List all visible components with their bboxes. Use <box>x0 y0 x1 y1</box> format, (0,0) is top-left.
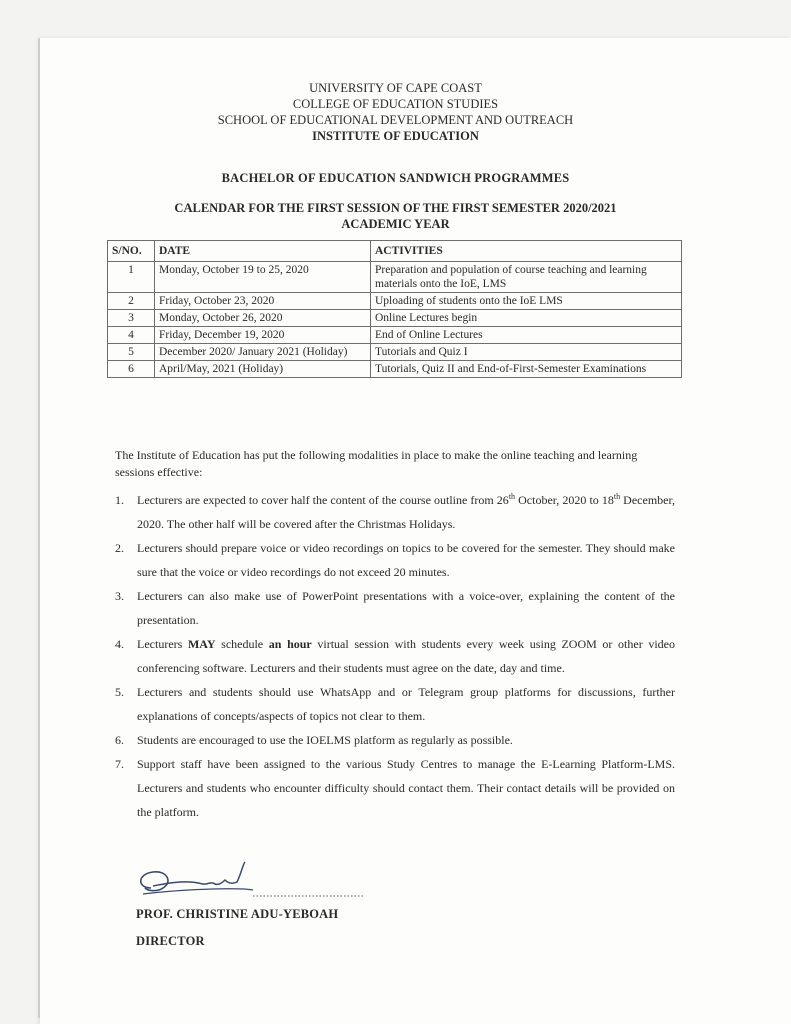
school-name: SCHOOL OF EDUCATIONAL DEVELOPMENT AND OUTREACH <box>217 113 574 127</box>
item-number: 2. <box>115 541 124 555</box>
intro-paragraph: The Institute of Education has put the following modalities in place to make the online teaching and learning sessions effective: <box>115 448 638 479</box>
ordinal-suffix: th <box>613 492 621 501</box>
header-date: DATE <box>155 241 371 262</box>
item-text: virtual session with students every week using ZOOM or other video conferencing software. Lecturers and their students must agree on the date, day and time. <box>137 637 675 675</box>
modalities-list <box>115 488 675 824</box>
row-sno: 3 <box>108 310 155 327</box>
row-activity: Tutorials, Quiz II and End-of-First-Semester Examinations <box>371 361 682 378</box>
item-text: Lecturers and students should use WhatsApp and or Telegram group platforms for discussions, further explanations of concepts/aspects of topics not clear to them. <box>137 685 675 723</box>
item-text: October, 2020 to 18 <box>515 493 614 507</box>
calendar-table <box>107 240 682 378</box>
row-activity: Uploading of students onto the IoE LMS <box>371 293 682 310</box>
table-row <box>108 327 682 344</box>
item-text: Support staff have been assigned to the various Study Centres to manage the E-Learning Platform-LMS. Lecturers and students who encounter difficulty should contact them. Their contact details will be provided on the platform. <box>137 757 675 819</box>
signature-image <box>133 858 373 904</box>
row-activity: Tutorials and Quiz I <box>371 344 682 361</box>
item-text: Lecturers should prepare voice or video recordings on topics to be covered for the semester. They should make sure that the voice or video recordings do not exceed 20 minutes. <box>137 541 675 579</box>
emphasis-may: MAY <box>187 637 216 651</box>
row-activity: End of Online Lectures <box>371 327 682 344</box>
university-name: UNIVERSITY OF CAPE COAST <box>309 81 482 95</box>
list-item <box>115 632 675 680</box>
item-text: Lecturers <box>137 637 188 651</box>
item-number: 3. <box>115 589 124 603</box>
table-row <box>108 344 682 361</box>
item-number: 5. <box>115 685 124 699</box>
institute-name: INSTITUTE OF EDUCATION <box>312 129 479 143</box>
table-row <box>108 361 682 378</box>
calendar-title-line2: ACADEMIC YEAR <box>341 217 450 231</box>
item-number: 6. <box>115 733 124 747</box>
header-sno: S/NO. <box>108 241 155 262</box>
list-item <box>115 488 675 536</box>
row-date: Monday, October 26, 2020 <box>155 310 371 327</box>
item-number: 1. <box>115 493 124 507</box>
table-row <box>108 293 682 310</box>
signatory-title: DIRECTOR <box>136 934 205 948</box>
row-sno: 6 <box>108 361 155 378</box>
item-text: Lecturers can also make use of PowerPoint presentations with a voice-over, explaining the content of the presentation. <box>137 589 675 627</box>
list-item <box>115 752 675 824</box>
calendar-title-line1: CALENDAR FOR THE FIRST SESSION OF THE FIRST SEMESTER 2020/2021 <box>174 201 617 215</box>
list-item <box>115 584 675 632</box>
header-activities: ACTIVITIES <box>371 241 682 262</box>
row-date: Friday, December 19, 2020 <box>155 327 371 344</box>
row-sno: 5 <box>108 344 155 361</box>
row-date: Friday, October 23, 2020 <box>155 293 371 310</box>
item-text: schedule <box>215 637 269 651</box>
signatory-name: PROF. CHRISTINE ADU-YEBOAH <box>136 907 339 921</box>
list-item <box>115 680 675 728</box>
row-activity: Online Lectures begin <box>371 310 682 327</box>
emphasis-an-hour: an hour <box>268 637 312 651</box>
letterhead <box>0 80 791 144</box>
list-item <box>115 536 675 584</box>
row-date: December 2020/ January 2021 (Holiday) <box>155 344 371 361</box>
item-number: 7. <box>115 757 124 771</box>
list-item <box>115 728 675 752</box>
table-row <box>108 310 682 327</box>
table-row <box>108 262 682 293</box>
item-text: Lecturers are expected to cover half the content of the course outline from 26 <box>137 493 509 507</box>
row-date: Monday, October 19 to 25, 2020 <box>155 262 371 293</box>
ordinal-suffix: th <box>508 492 516 501</box>
programme-title: BACHELOR OF EDUCATION SANDWICH PROGRAMMES <box>221 171 570 185</box>
item-text: December, 2020. The other half will be covered after the Christmas Holidays. <box>137 493 675 531</box>
table-header-row <box>108 241 682 262</box>
row-sno: 2 <box>108 293 155 310</box>
row-activity: Preparation and population of course teaching and learning materials onto the IoE, LMS <box>371 262 682 293</box>
item-text: Students are encouraged to use the IOELMS platform as regularly as possible. <box>137 733 513 747</box>
row-sno: 4 <box>108 327 155 344</box>
college-name: COLLEGE OF EDUCATION STUDIES <box>292 97 499 111</box>
calendar-title <box>0 200 791 232</box>
row-sno: 1 <box>108 262 155 293</box>
row-date: April/May, 2021 (Holiday) <box>155 361 371 378</box>
item-number: 4. <box>115 637 124 651</box>
